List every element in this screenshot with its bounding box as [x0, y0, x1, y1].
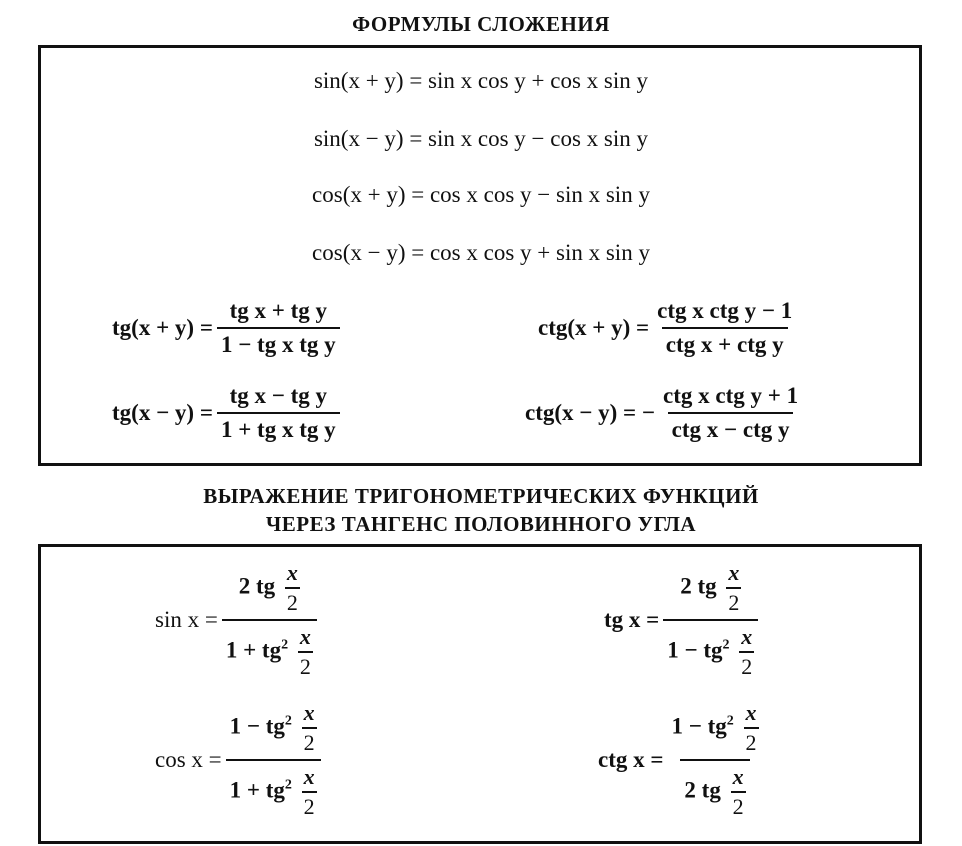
denominator: 1 + tg x tg y	[217, 412, 340, 443]
formula-lhs: ctg(x − y) = −	[525, 400, 656, 425]
formula-ctg-difference	[525, 383, 806, 443]
numerator: ctg x ctg y + 1	[663, 383, 799, 408]
formula-tg-difference	[112, 383, 344, 443]
numerator: 2 tg $\frac{x}{2}$	[238, 560, 298, 615]
denominator: ctg x − ctg y	[668, 412, 794, 443]
denominator: 1 − tg x tg y	[217, 327, 340, 358]
formula-sin-difference: sin(x − y) = sin x cos y − cos x sin y	[313, 126, 649, 151]
formula-lhs: tg(x − y) =	[112, 400, 213, 425]
fraction	[653, 298, 796, 358]
denominator: 2 tg $\frac{x}{2}$	[680, 759, 749, 820]
formula-cos-sum: cos(x + y) = cos x cos y − sin x sin y	[312, 182, 650, 207]
denominator: $1 - tg^2$ $\frac{x}{2}$	[663, 619, 758, 680]
formula-lhs: cos x =	[155, 747, 222, 772]
numerator: 2 tg $\frac{x}{2}$	[680, 560, 740, 615]
denominator: $1 + tg^2$ $\frac{x}{2}$	[222, 619, 317, 680]
fraction	[659, 383, 802, 443]
formula-lhs: tg x =	[604, 607, 660, 632]
section-title-half-angle-line2: ЧЕРЕЗ ТАНГЕНС ПОЛОВИННОГО УГЛА	[265, 512, 697, 536]
formula-lhs: ctg(x + y) =	[538, 315, 650, 340]
fraction	[217, 383, 340, 443]
denominator: $1 + tg^2$ $\frac{x}{2}$	[226, 759, 321, 820]
fraction	[217, 298, 340, 358]
formula-ctg-sum	[538, 298, 800, 358]
formula-cos-half-angle	[155, 700, 325, 820]
fraction	[663, 560, 758, 680]
denominator: ctg x + ctg y	[662, 327, 788, 358]
fraction	[222, 560, 317, 680]
formula-lhs: ctg x =	[598, 747, 664, 772]
fraction	[667, 700, 762, 820]
numerator: tg x − tg y	[229, 383, 328, 408]
formula-lhs: sin x =	[155, 607, 218, 632]
formula-tg-sum	[112, 298, 344, 358]
section-title-half-angle-line1: ВЫРАЖЕНИЕ ТРИГОНОМЕТРИЧЕСКИХ ФУНКЦИЙ	[203, 484, 759, 508]
numerator: tg x + tg y	[229, 298, 328, 323]
formula-cos-difference: cos(x − y) = cos x cos y + sin x sin y	[312, 240, 650, 265]
section-title-addition: ФОРМУЛЫ СЛОЖЕНИЯ	[352, 12, 610, 36]
numerator: $1 - tg^2$ $\frac{x}{2}$	[671, 700, 757, 755]
formula-sin-sum: sin(x + y) = sin x cos y + cos x sin y	[313, 68, 649, 93]
formula-lhs: tg(x + y) =	[112, 315, 213, 340]
numerator: $1 - tg^2$ $\frac{x}{2}$	[229, 700, 315, 755]
formula-sin-half-angle	[155, 560, 321, 680]
fraction	[226, 700, 321, 820]
formula-tg-half-angle	[604, 560, 762, 680]
numerator: ctg x ctg y − 1	[657, 298, 793, 323]
formula-ctg-half-angle	[598, 700, 767, 820]
